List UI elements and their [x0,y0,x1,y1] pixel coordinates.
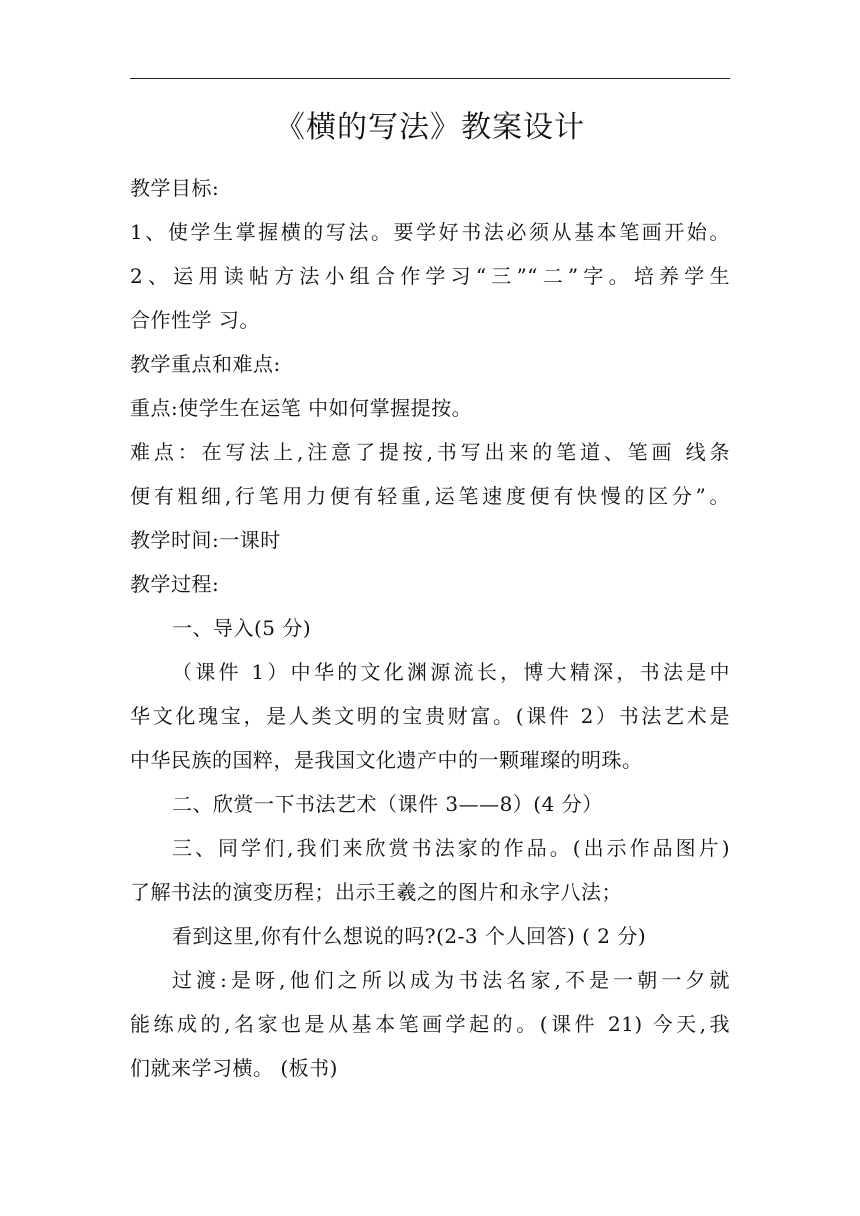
text-line: 教学目标: [130,176,220,200]
header-rule [130,78,730,79]
text-line: 教学重点和难点: [130,352,281,376]
text-line: 过渡:是呀,他们之所以成为书法名家,不是一朝一夕就 [172,968,730,992]
document-body [130,166,730,1090]
text-line: 们就来学习横。 (板书) [130,1056,338,1080]
text-line: 教学时间:一课时 [130,528,281,552]
text-line: 教学过程: [130,572,220,596]
text-line: 重点:使学生在运笔 中如何掌握提按。 [130,396,473,420]
text-line: 难点：在写法上,注意了提按,书写出来的笔道、笔画 线条 [130,440,730,464]
text-line: 合作性学 习。 [130,308,260,332]
text-line: 1、使学生掌握横的写法。要学好书法必须从基本笔画开始。 [130,220,730,244]
text-line: 了解书法的演变历程；出示王羲之的图片和永字八法； [130,880,622,904]
text-line: 便有粗细,行笔用力便有轻重,运笔速度便有快慢的区分”。 [130,484,730,508]
text-line: 能练成的,名家也是从基本笔画学起的。(课件 21) 今天,我 [130,1012,730,1036]
text-line: 看到这里,你有什么想说的吗?(2-3 个人回答) ( 2 分) [172,924,647,948]
text-line: 中华民族的国粹，是我国文化遗产中的一颗璀璨的明珠。 [130,748,643,772]
text-line: 三、同学们,我们来欣赏书法家的作品。(出示作品图片) [172,836,730,860]
text-line: 华文化瑰宝，是人类文明的宝贵财富。(课件 2）书法艺术是 [130,704,730,728]
text-line: 二、欣赏一下书法艺术（课件 3——8）(4 分） [172,792,603,816]
text-line: 一、导入(5 分) [172,616,312,640]
text-line: 2、运用读帖方法小组合作学习“三”“二”字。培养学生 [130,264,730,288]
text-line: （课件 1）中华的文化渊源流长，博大精深，书法是中 [172,660,730,684]
page-title: 《横的写法》教案设计 [275,110,585,145]
